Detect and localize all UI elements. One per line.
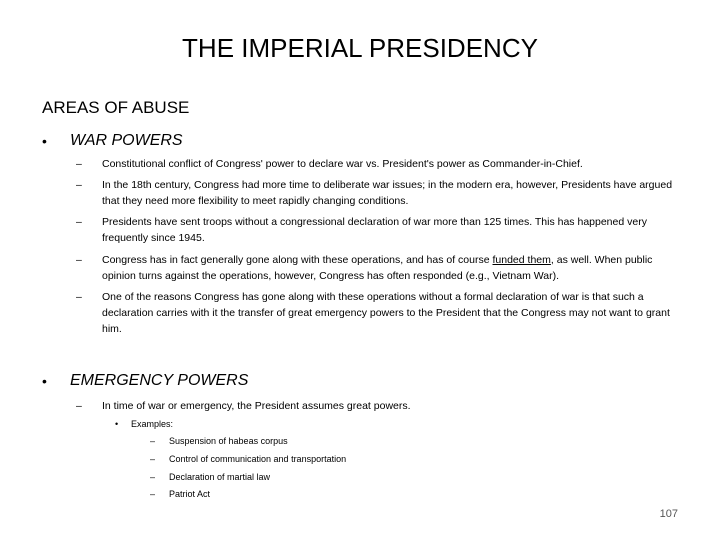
subheading: AREAS OF ABUSE — [42, 98, 190, 117]
examples-label: Examples: — [131, 419, 174, 429]
list-item-text: Presidents have sent troops without a congressional declaration of war more than 125 times. This has happened very frequently since 1945. — [102, 216, 647, 244]
list-item — [76, 156, 686, 172]
example-item — [150, 453, 346, 466]
section-heading-emergency-powers: EMERGENCY POWERS — [70, 372, 249, 389]
underlined-phrase: funded them — [492, 254, 551, 266]
list-item-text-after: , as well. When public opinion turns against the operations, however, Congress has often responded (e.g., Vietnam War). — [102, 254, 653, 282]
bullet-glyph: • — [115, 419, 119, 429]
dash-glyph: – — [76, 400, 82, 412]
dash-glyph: – — [150, 454, 156, 464]
list-item — [76, 252, 686, 284]
dash-glyph: – — [76, 291, 82, 303]
example-item — [150, 488, 210, 501]
list-item-text: Constitutional conflict of Congress' power to declare war vs. President's power as Commander-in-Chief. — [102, 158, 583, 170]
list-item — [76, 214, 686, 246]
example-text: Control of communication and transportation — [169, 454, 347, 464]
dash-glyph: – — [76, 254, 82, 266]
list-item-text: In the 18th century, Congress had more time to deliberate war issues; in the modern era, however, Presidents have argued that they need more flexibility to meet rapidly changing conditions. — [102, 179, 673, 207]
slide-title: THE IMPERIAL PRESIDENCY — [182, 33, 538, 63]
dash-glyph: – — [150, 489, 156, 499]
bullet-glyph: • — [42, 373, 47, 389]
list-item-text — [102, 252, 686, 284]
example-item — [150, 471, 270, 484]
list-item-text: One of the reasons Congress has gone along with these operations without a formal declaration of war is that such a declaration carries with it the transfer of great emergency powers to the President that the Congress may not want to grant him. — [102, 291, 670, 335]
page-number: 107 — [659, 508, 678, 520]
example-text: Suspension of habeas corpus — [169, 436, 288, 446]
dash-glyph: – — [76, 179, 82, 191]
section-heading-war-powers: WAR POWERS — [70, 132, 183, 149]
bullet-glyph: • — [42, 133, 47, 149]
example-text: Patriot Act — [169, 489, 211, 499]
list-item-text: In time of war or emergency, the President assumes great powers. — [102, 400, 411, 412]
dash-glyph: – — [150, 436, 156, 446]
list-item — [76, 177, 686, 209]
list-item-text-before: Congress has in fact generally gone along with these operations, and has of course — [102, 254, 493, 266]
dash-glyph: – — [76, 158, 82, 170]
list-item — [76, 289, 686, 337]
dash-glyph: – — [150, 472, 156, 482]
list-item — [76, 398, 686, 414]
dash-glyph: – — [76, 216, 82, 228]
example-text: Declaration of martial law — [169, 472, 271, 482]
examples-bullet — [115, 418, 173, 431]
example-item — [150, 435, 288, 448]
